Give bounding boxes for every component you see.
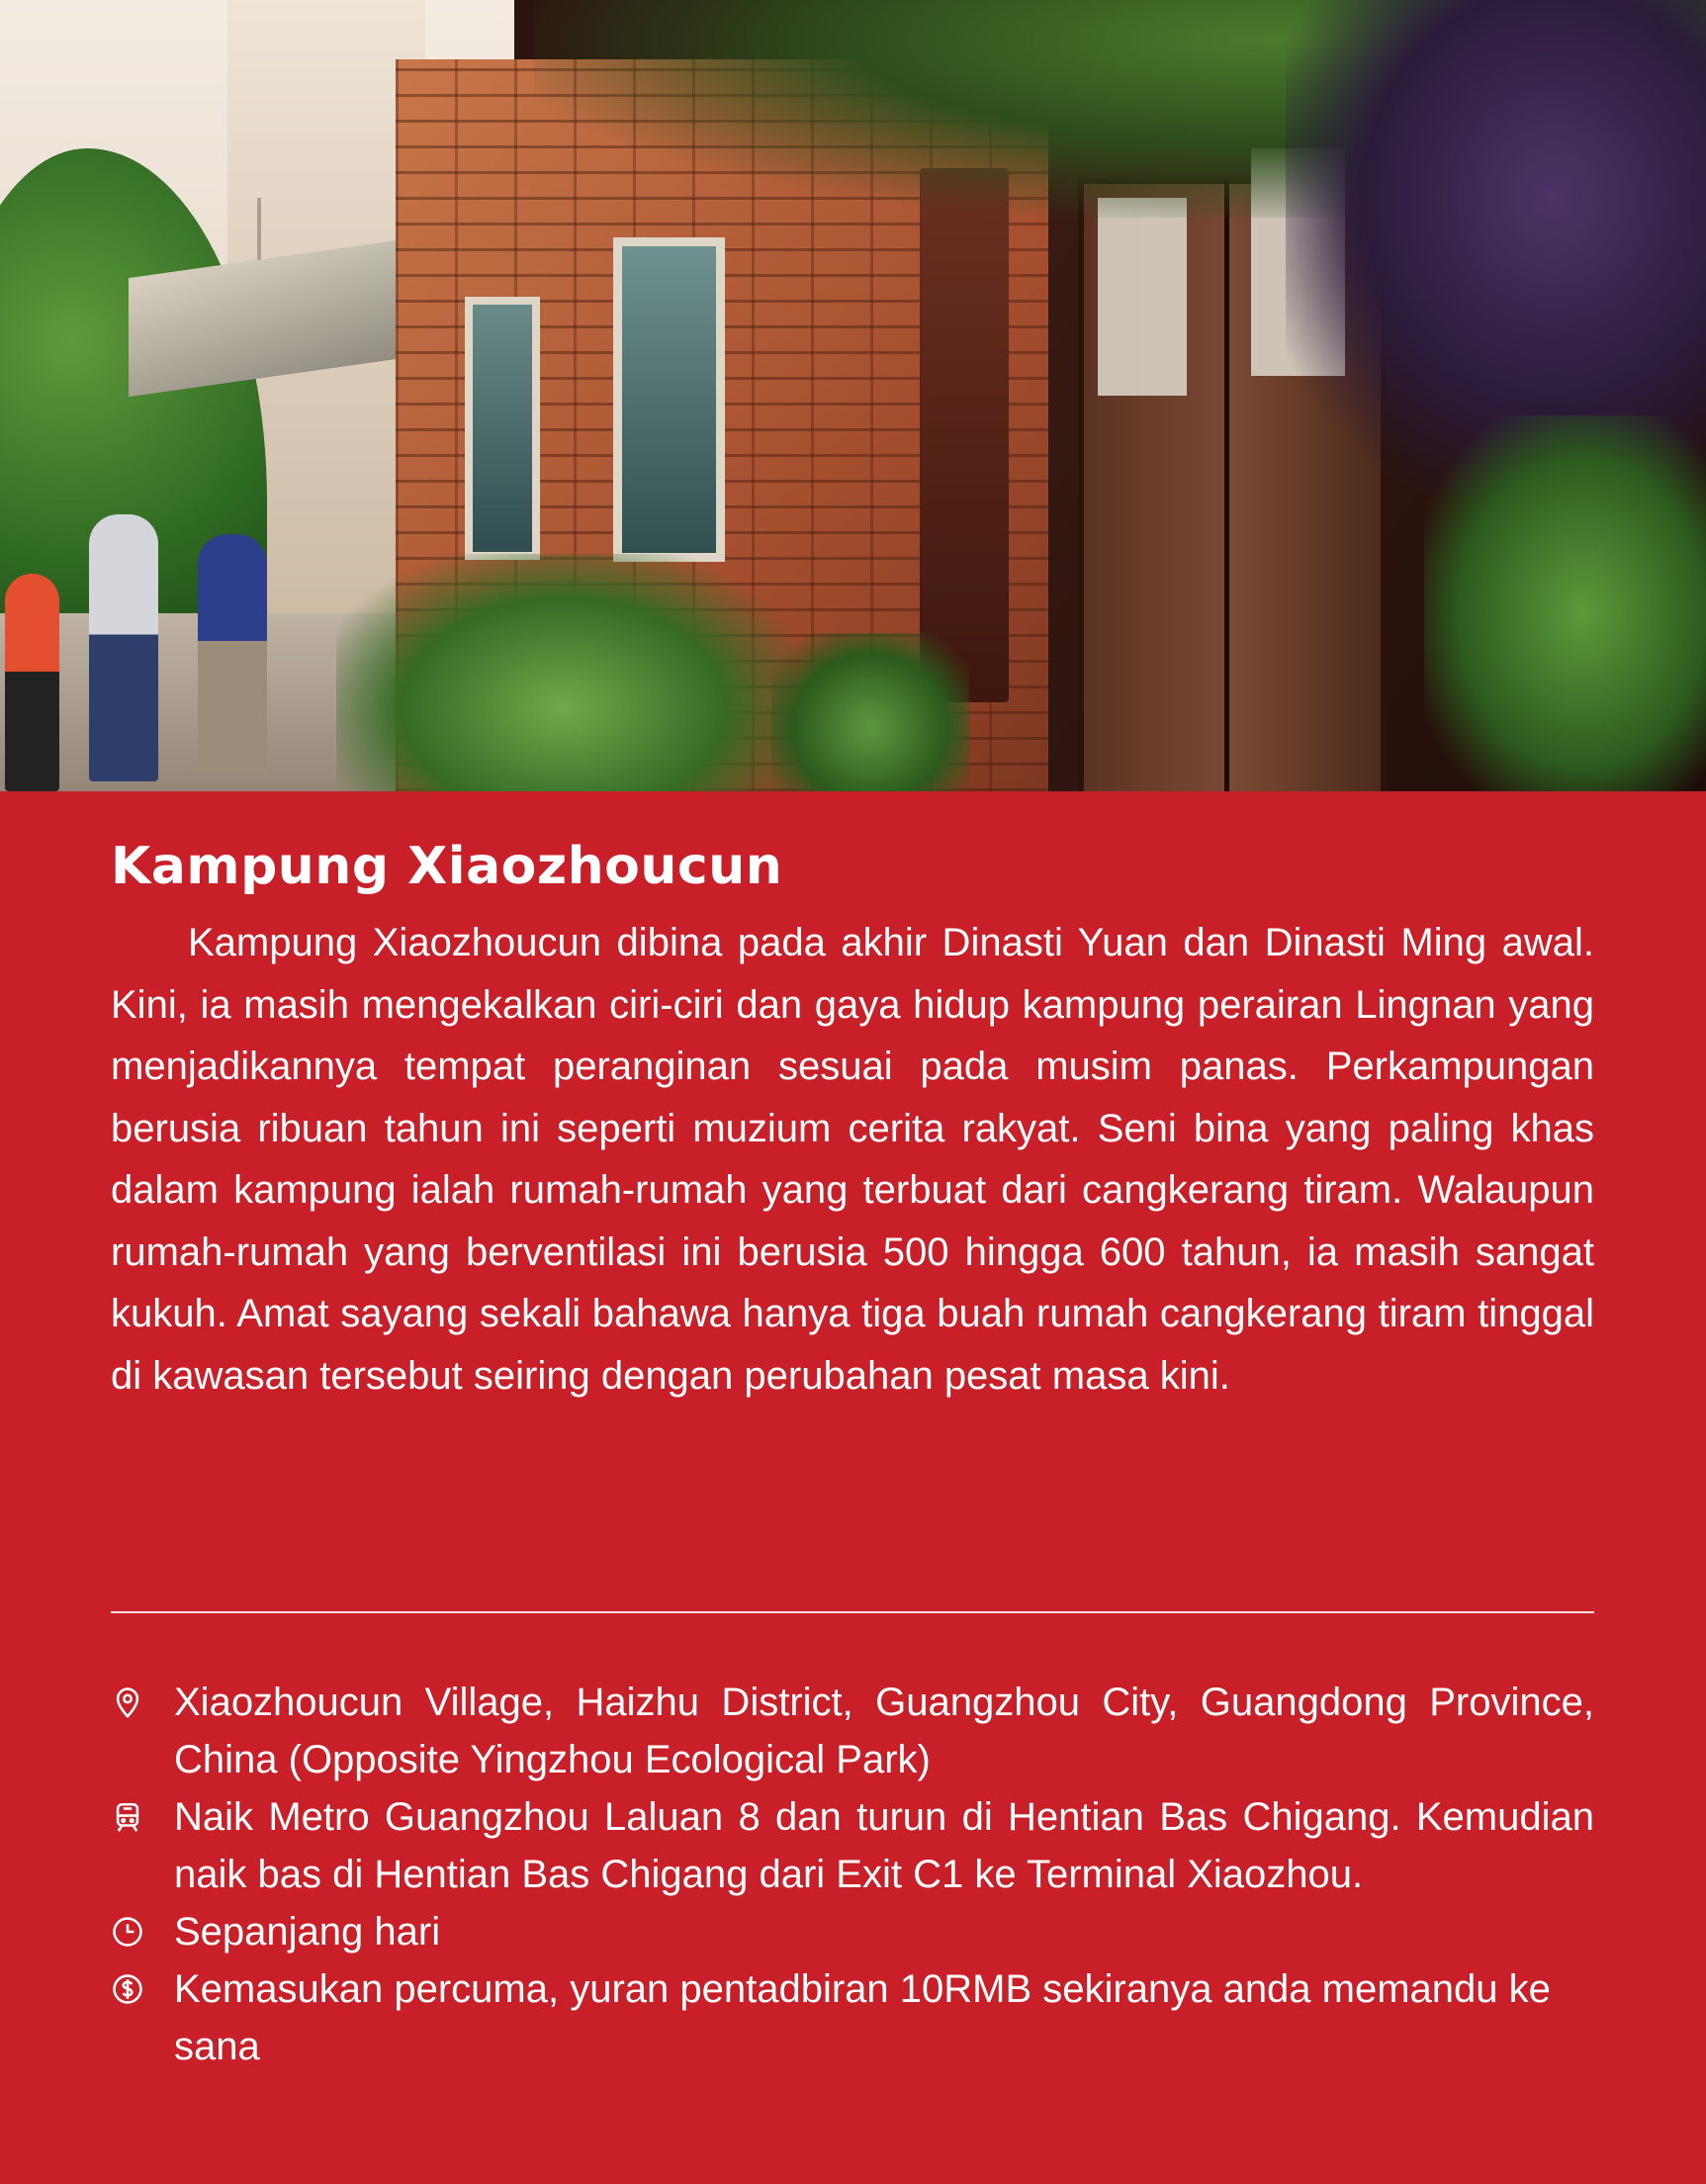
photo-window [613,237,725,562]
info-row-fee [111,1960,1594,2075]
photo-wooden-plaque [920,168,1009,702]
dollar-icon [111,1960,174,2018]
transport-text: Naik Metro Guangzhou Laluan 8 dan turun di Hentian Bas Chigang. Kemudian naik bas di Hentian Bas Chigang dari Exit C1 ke Terminal Xiaozhou. [174,1795,1594,1896]
location-pin-icon [111,1674,174,1731]
info-row-hours [111,1903,1594,1960]
clock-icon [111,1903,174,1960]
description: Kampung Xiaozhoucun dibina pada akhir Dinasti Yuan dan Dinasti Ming awal. Kini, ia masih mengekalkan ciri-ciri dan gaya hidup kampung perairan Lingnan yang menjadikannya tempat peranginan sesuai pada musim panas. Perkampungan berusia ribuan tahun ini seperti muzium cerita rakyat. Seni bina yang paling khas dalam kampung ialah rumah-rumah yang terbuat dari cangkerang tiram. Walaupun rumah-rumah yang berventilasi ini berusia 500 hingga 600 tahun, ia masih sangat kukuh. Amat sayang sekali bahawa hanya tiga buah rumah cangkerang tiram tinggal di kawasan tersebut seiring dengan perubahan pesat masa kini. [111,921,1594,1398]
photo-person [198,534,267,772]
hours-text: Sepanjang hari [174,1910,441,1954]
article [111,831,1594,1407]
photo-fern [1424,415,1706,791]
info-list [111,1674,1594,2075]
photo-door-couplet [1098,198,1187,396]
fee-text: Kemasukan percuma, yuran pentadbiran 10RMB sekiranya anda memandu ke sana [174,1967,1551,2068]
photo-person [5,574,59,791]
address-text: Xiaozhoucun Village, Haizhu District, Guangzhou City, Guangdong Province, China (Opposite Yingzhou Ecological Park) [174,1681,1594,1781]
photo-door-seam [1224,178,1229,791]
photo-plants [336,554,791,791]
photo-person [89,514,158,781]
divider [111,1611,1594,1613]
info-row-address [111,1674,1594,1788]
photo-plants [771,633,969,791]
page-title: Kampung Xiaozhoucun [111,837,783,896]
hero-photo [0,0,1706,791]
photo-window [465,297,540,560]
info-row-transport [111,1788,1594,1903]
train-icon [111,1788,174,1846]
